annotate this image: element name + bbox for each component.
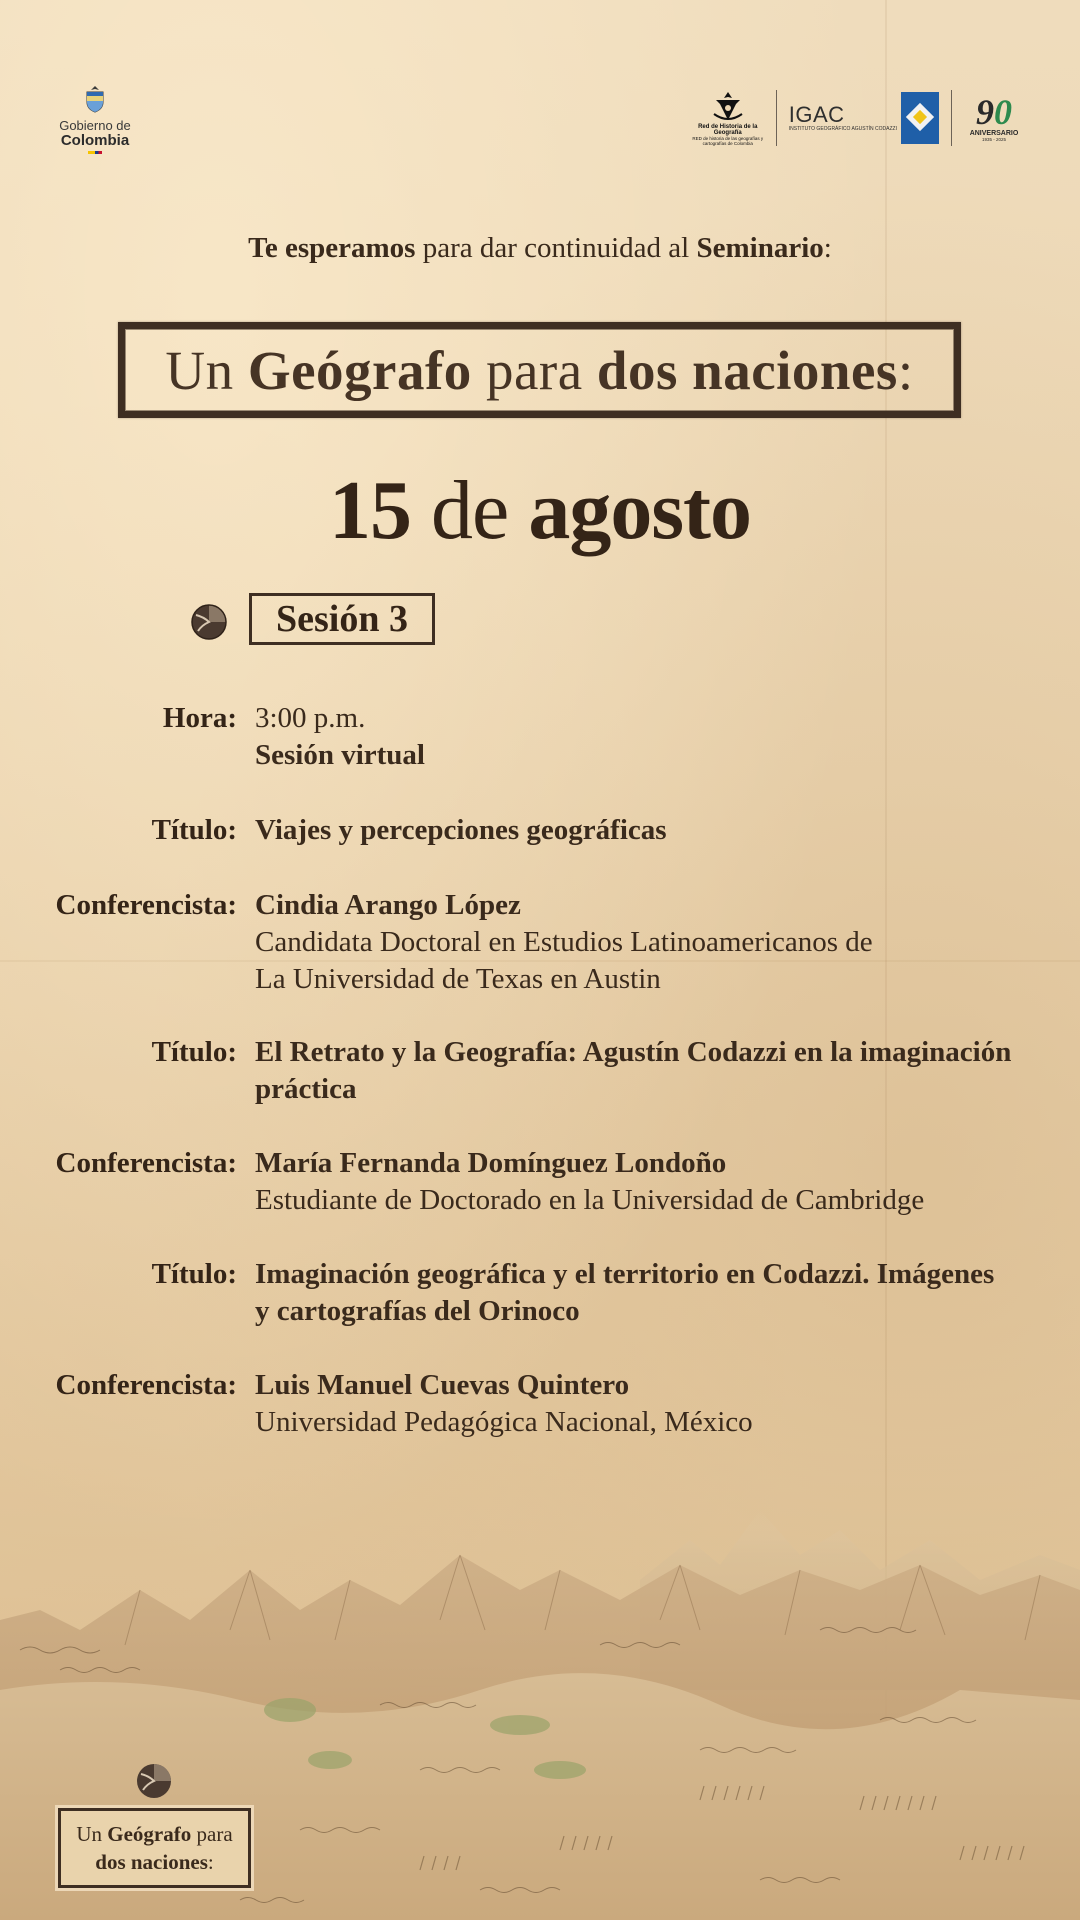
speaker-affiliation: La Universidad de Texas en Austin — [255, 963, 661, 995]
gov-logo-line2: Colombia — [60, 132, 130, 149]
igac-logo — [789, 92, 939, 144]
logo-divider — [776, 90, 777, 146]
gov-logo-line1: Gobierno de — [59, 118, 131, 133]
talk-title: El Retrato y la Geografía: Agustín Codazzi en la imaginación — [255, 1036, 1012, 1068]
titulo-label: Título: — [151, 1036, 237, 1068]
igac-diamond-icon — [901, 92, 939, 144]
speaker-affiliation: Estudiante de Doctorado en la Universidad de Cambridge — [255, 1184, 925, 1216]
red-logo-title: Red de Historia de la Geografía — [698, 124, 758, 136]
speaker-name: Luis Manuel Cuevas Quintero — [255, 1369, 630, 1401]
speaker-name: Cindia Arango López — [255, 889, 521, 921]
red-historia-geografia-logo — [692, 90, 764, 146]
speaker-affiliation: Universidad Pedagógica Nacional, México — [255, 1406, 753, 1438]
footer-title-line1: Un Geógrafo para — [76, 1822, 233, 1846]
anniversary-label: ANIVERSARIO — [969, 130, 1019, 137]
session-label: Sesión 3 — [276, 598, 408, 640]
seminar-title: Un Geógrafo para dos naciones: — [165, 339, 914, 401]
igac-logo-subtitle: INSTITUTO GEOGRÁFICO AGUSTÍN CODAZZI — [788, 126, 897, 132]
hora-label: Hora: — [162, 702, 237, 734]
gobierno-colombia-logo — [52, 84, 138, 154]
titulo-label: Título: — [151, 814, 237, 846]
footer-title-box — [58, 1808, 251, 1888]
event-date: 15 de agosto — [329, 464, 751, 557]
igac-logo-name: IGAC — [788, 102, 845, 127]
seminar-title-box — [118, 322, 961, 418]
titulo-label: Título: — [151, 1258, 237, 1290]
anniversary-years: 1935 - 2025 — [981, 137, 1007, 142]
hora-value: 3:00 p.m. — [255, 702, 366, 734]
conferencista-label: Conferencista: — [55, 1369, 237, 1401]
colombia-coat-of-arms-icon — [80, 84, 110, 114]
compass-globe-icon — [190, 603, 228, 641]
talk-title: y cartografías del Orinoco — [255, 1295, 580, 1327]
talk-title: Imaginación geográfica y el territorio en Codazzi. Imágenes — [255, 1258, 995, 1290]
colombia-flag-strip — [88, 151, 102, 154]
partner-logos — [692, 86, 1024, 150]
speaker-name: María Fernanda Domínguez Londoño — [255, 1147, 727, 1179]
conferencista-label: Conferencista: — [55, 1147, 237, 1179]
invitation-intro: Te esperamos para dar continuidad al Seminario: — [248, 232, 832, 264]
talk-title: práctica — [255, 1073, 357, 1105]
compass-globe-icon — [135, 1762, 173, 1800]
footer-title-line2: dos naciones: — [95, 1850, 214, 1874]
session-mode: Sesión virtual — [255, 739, 425, 771]
anniversary-logo — [964, 94, 1024, 142]
logo-divider — [951, 90, 952, 146]
sextant-icon — [706, 90, 750, 124]
session-label-box — [249, 593, 435, 645]
conferencista-label: Conferencista: — [55, 889, 237, 921]
anniversary-number: 90 — [976, 92, 1012, 132]
speaker-affiliation: Candidata Doctoral en Estudios Latinoamericanos de — [255, 926, 873, 958]
red-logo-subtitle: RED de historia de las geografías y cartografías de Colombia — [692, 136, 764, 146]
talk-title: Viajes y percepciones geográficas — [255, 814, 667, 846]
